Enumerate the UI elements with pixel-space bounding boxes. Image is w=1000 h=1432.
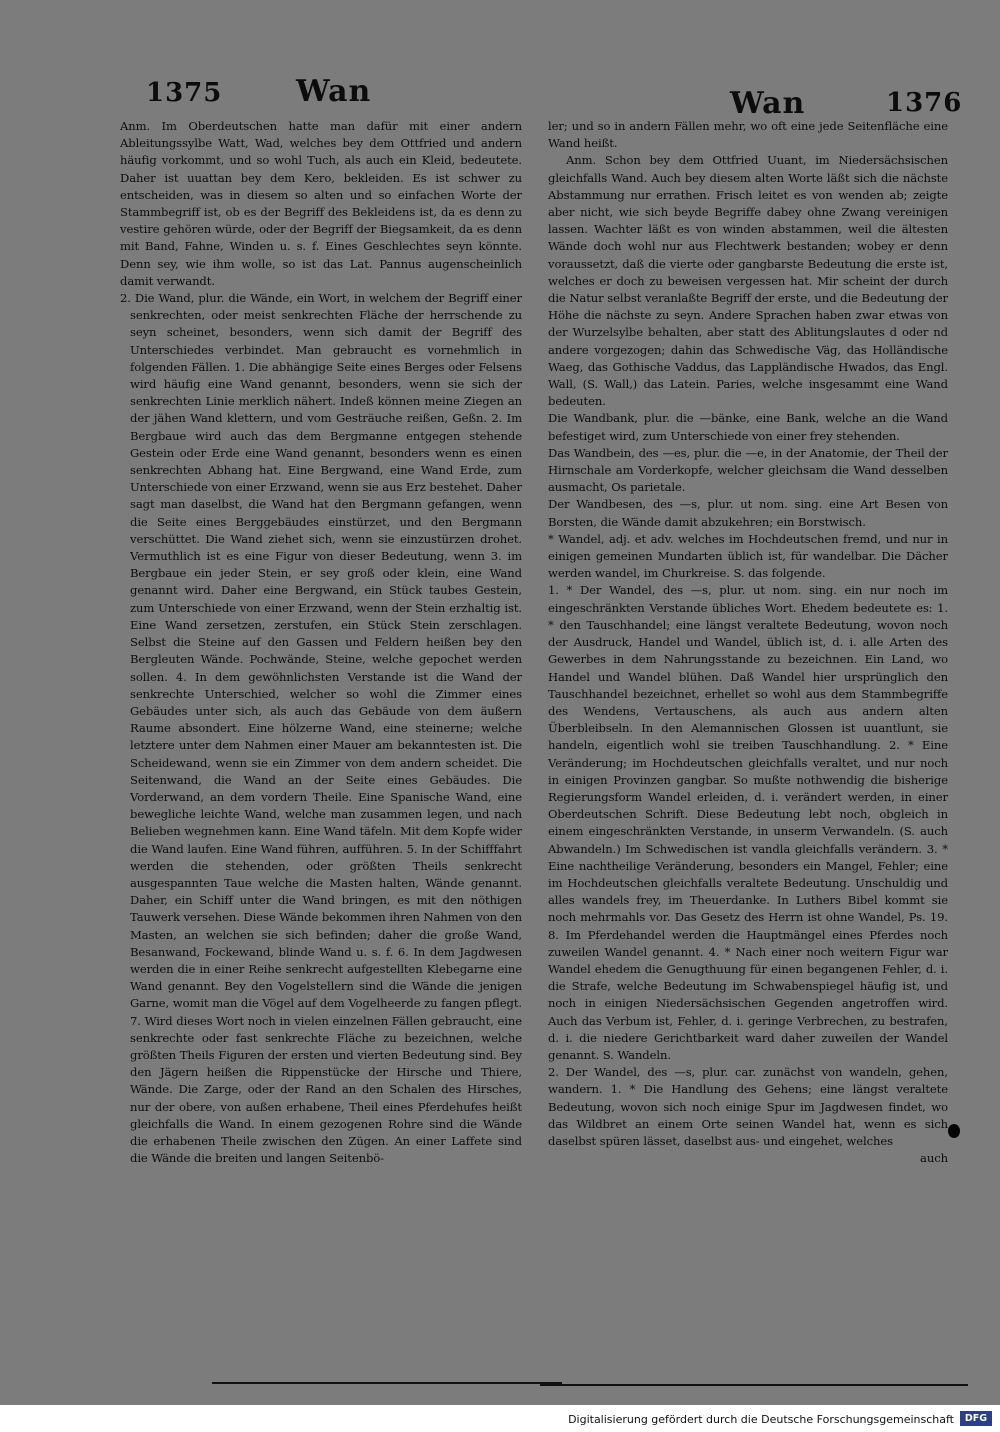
ink-blot — [948, 1124, 960, 1138]
right-paragraph-cont: ler; und so in andern Fällen mehr, wo oft eine jede Seitenfläche eine Wand heißt. — [548, 119, 948, 151]
page-number-right: 1376 — [886, 88, 963, 118]
entry-wandel-2: 2. Der Wandel, des —s, plur. car. zunächst von wandeln, gehen, wandern. 1. * Die Handlung des Gehens; eine längst veraltete Bedeutung, wovon sich noch einige Spur im Jagdwesen findet, wo das Wildbret an einem Orte seinen Wandel hat, wenn es sich daselbst spüren lässet, daselbst aus- und eingehet, welches — [548, 1065, 948, 1148]
left-paragraph-wand: 2. Die Wand, plur. die Wände, ein Wort, in welchem der Begriff einer senkrechten, oder meist senkrechten Fläche der herrschende zu seyn scheinet, besonders, wenn sich damit der Begriff des Unterschiedes verbindet. Man gebraucht es vornehmlich in folgenden Fällen. 1. Die abhängige Seite eines Berges oder Felsens wird häufig eine Wand genannt, besonders, wenn sie sich der senkrechten Linie merklich nähert. Indeß können meine Ziegen an der jähen Wand klettern, und vom Gesträuche reißen, Geßn. 2. Im Bergbaue wird auch das dem Bergmanne entgegen stehende Gestein oder Erde eine Wand genannt, besonders wenn es einen senkrechten Abhang hat. Eine Bergwand, eine Wand Erde, zum Unterschiede von einer Erzwand, wenn sie aus Erz bestehet. Daher sagt man daselbst, die Wand hat den Bergmann gefangen, wenn die Seite eines Berggebäudes einstürzet, und den Bergmann verschüttet. Die Wand ziehet sich, wenn sie einzustürzen drohet. Vermuthlich ist es eine Figur von dieser Bedeutung, wenn 3. im Bergbaue ein jeder Stein, er sey groß oder klein, eine Wand genannt wird. Daher eine Bergwand, ein Stück taubes Gestein, zum Unterschiede von einer Erzwand, wenn der Stein erzhaltig ist. Eine Wand zersetzen, zerstufen, ein Stück Stein zerschlagen. Selbst die Steine auf den Gassen und Feldern heißen bey den Bergleuten Wände. Pochwände, Steine, welche gepochet werden sollen. 4. In dem gewöhnlichsten Verstande ist die Wand der senkrechte Unterschied, welcher so wohl die Zimmer eines Gebäudes unter sich, als auch das Gebäude von dem äußern Raume absondert. Eine hölzerne Wand, eine steinerne; welche letztere unter dem Nahmen einer Mauer am bekanntesten ist. Die Scheidewand, wenn sie ein Zimmer von dem andern scheidet. Die Seitenwand, die Wand an der Seite eines Gebäudes. Die Vorderwand, an dem vordern Theile. Eine Spanische Wand, eine bewegliche leichte Wand, welche man zusammen legen, und nach Belieben wegnehmen kann. Eine Wand täfeln. Mit dem Kopfe wider die Wand laufen. Eine Wand führen, aufführen. 5. In der Schifffahrt werden die stehenden, oder größten Theils senkrecht ausgespannten Taue welche die Masten halten, Wände genannt. Daher, ein Schiff unter die Wand bringen, es mit den nöthigen Tauwerk versehen. Diese Wände bekommen ihren Nahmen von den Masten, an welchen sie sich befinden; daher die große Wand, Besanwand, Fockewand, blinde Wand u. s. f. 6. In dem Jagdwesen werden die in einer Reihe senkrecht aufgestellten Klebegarne eine Wand genannt. Bey den Vogelstellern sind die Wände die jenigen Garne, womit man die Vögel auf dem Vogelheerde zu fangen pflegt. 7. Wird dieses Wort noch in vielen einzelnen Fällen gebraucht, eine senkrechte oder fast senkrechte Fläche zu bezeichnen, welche größten Theils Figuren der ersten und vierten Bedeutung sind. Bey den Jägern heißen die Rippenstücke der Hirsche und Thiere, Wände. Die Zarge, oder der Rand an den Schalen des Hirsches, nur der obere, von außen erhabene, Theil eines Pferdehufes heißt gleichfalls die Wand. In einem gezogenen Rohre sind die Wände die erhabenen Theile zwischen den Zügen. An einer Laffete sind die Wände die breiten und langen Seitenbö- — [120, 291, 522, 1166]
running-head-left: Wan — [296, 74, 372, 109]
dfg-logo: DFG — [960, 1411, 992, 1426]
bottom-rule-left — [212, 1382, 562, 1384]
left-paragraph-anm: Anm. Im Oberdeutschen hatte man dafür mit einer andern Ableitungssylbe Watt, Wad, welches bey dem Ottfried und andern häufig vorkommt, und so wohl Tuch, als auch ein Kleid, bedeutete. Daher ist uuattan bey dem Kero, bekleiden. Es ist schwer zu entscheiden, was in diesem so alten und so einfachen Worte der Stammbegriff ist, ob es der Begriff des Bekleidens ist, da es denn zu vestire gehören würde, oder der Begriff der Biegsamkeit, da es denn mit Band, Fahne, Winden u. s. f. Eines Geschlechtes seyn könnte. Denn sey, wie ihm wolle, so ist das Lat. Pannus augenscheinlich damit verwandt. — [120, 119, 522, 288]
right-column — [548, 118, 948, 1167]
entry-wandel-1: 1. * Der Wandel, des —s, plur. ut nom. sing. ein nur noch im eingeschränkten Verstande übliches Wort. Ehedem bedeutete es: 1. * den Tauschhandel; eine längst veraltete Bedeutung, wovon noch der Ausdruck, Handel und Wandel, üblich ist, d. i. alle Arten des Gewerbes in dem Nahrungsstande zu bezeichnen. Ein Land, wo Handel und Wandel blühen. Daß Wandel hier ursprünglich den Tauschhandel bezeichnet, erhellet so wohl aus dem Stammbegriffe des Wendens, Vertauschens, als auch aus andern alten Überbleibseln. In den Alemannischen Glossen ist uuantlunt, sie handeln, eigentlich wohl sie treiben Tauschhandlung. 2. * Eine Veränderung; im Hochdeutschen gleichfalls veraltet, und nur noch in einigen Provinzen gangbar. So mußte nothwendig die bisherige Regierungsform Wandel erleiden, d. i. verändert werden, in einer Oberdeutschen Schrift. Diese Bedeutung lebt noch, obgleich in einem eingeschränkten Verstande, in unserm Verwandeln. (S. auch Abwandeln.) Im Schwedischen ist vandla gleichfalls verändern. 3. * Eine nachtheilige Veränderung, besonders ein Mangel, Fehler; eine im Hochdeutschen gleichfalls veraltete Bedeutung. Unschuldig und alles wandels frey, im Theuerdanke. In Luthers Bibel kommt sie noch mehrmahls vor. Das Gesetz des Herrn ist ohne Wandel, Ps. 19. 8. Im Pferdehandel werden die Hauptmängel eines Pferdes noch zuweilen Wandel genannt. 4. * Nach einer noch weitern Figur war Wandel ehedem die Genugthuung für einen begangenen Fehler, d. i. die Strafe, welche Bedeutung im Schwabenspiegel häufig ist, und noch in einigen Niedersächsischen Gegenden angetroffen wird. Auch das Verbum ist, Fehler, d. i. geringe Verbrechen, zu bestrafen, d. i. die niedere Gerichtbarkeit ward daher zuweilen der Wandel genannt. S. Wandeln. — [548, 583, 948, 1062]
left-column — [120, 118, 522, 1167]
page-number-left: 1375 — [146, 78, 223, 108]
entry-wandbank: Die Wandbank, plur. die —bänke, eine Bank, welche an die Wand befestiget wird, zum Unterschiede von einer frey stehenden. — [548, 411, 948, 443]
bottom-rule-right — [540, 1384, 968, 1386]
entry-wandbein: Das Wandbein, des —es, plur. die —e, in der Anatomie, der Theil der Hirnschale am Vorderkopfe, welcher gleichsam die Wand desselben ausmacht, Os parietale. — [548, 445, 948, 495]
footer-bar — [0, 1405, 1000, 1432]
running-head-right: Wan — [730, 86, 806, 121]
entry-wandbesen: Der Wandbesen, des —s, plur. ut nom. sing. eine Art Besen von Borsten, die Wände damit abzukehren; ein Borstwisch. — [548, 497, 948, 529]
funding-credit: Digitalisierung gefördert durch die Deutsche Forschungsgemeinschaft — [568, 1413, 954, 1426]
entry-wandel-adj: * Wandel, adj. et adv. welches im Hochdeutschen fremd, und nur in einigen gemeinen Mundarten üblich ist, für wandelbar. Die Dächer werden wandel, im Churkreise. S. das folgende. — [548, 531, 948, 581]
catchword: auch — [920, 1151, 948, 1166]
right-paragraph-anm: Anm. Schon bey dem Ottfried Uuant, im Niedersächsischen gleichfalls Wand. Auch bey diesem alten Worte läßt sich die nächste Abstammung nur errathen. Frisch leitet es von wenden ab; zeigte aber nicht, wie sich beyde Begriffe dabey ohne Zwang vereinigen lassen. Wachter läßt es von winden abstammen, weil die ältesten Wände doch wohl nur aus Flechtwerk bestanden; wobey er denn voraussetzt, daß die vierte oder gangbarste Bedeutung die erste ist, welches er doch zu beweisen vergessen hat. Mir scheint der durch die Natur selbst veranlaßte Begriff der erste, und die Bedeutung der Höhe die nächste zu seyn. Andere Sprachen haben zwar etwas von der Wurzelsylbe behalten, aber statt des Ablitungslautes d oder nd andere vorgezogen; dahin das Schwedische Väg, das Holländische Waeg, das Gothische Vaddus, das Lappländische Hwados, das Engl. Wall, (S. Wall,) das Latein. Paries, welche insgesammt eine Wand bedeuten. — [548, 153, 948, 409]
